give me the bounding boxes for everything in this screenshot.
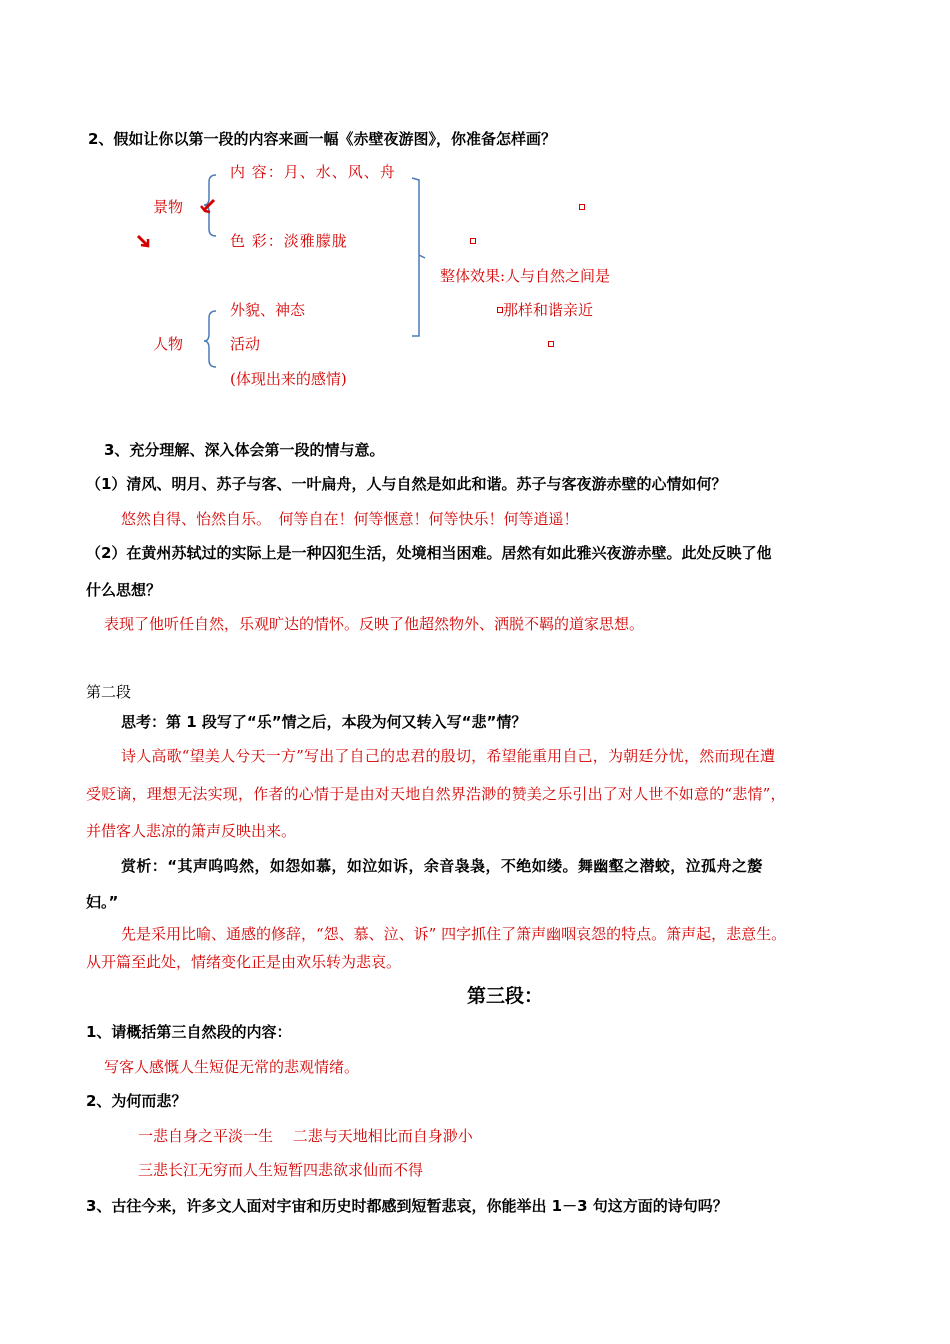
diagram-effect-line1: 整体效果:人与自然之间是 — [440, 267, 611, 285]
para2-think-ans-line2: 受贬谪，理想无法实现，作者的心情于是由对天地自然界浩渺的赞美之乐引出了对人世不如意的“悲情”， — [86, 785, 786, 803]
red-arrow-icon — [201, 200, 214, 212]
diagram-person-activity: 活动 — [230, 335, 261, 353]
para2-think: 思考：第 1 段写了“乐”情之后，本段为何又转入写“悲”情？ — [121, 713, 527, 731]
para2-appreciate-ans-line2: 从开篇至此处，情绪变化正是由欢乐转为悲哀。 — [86, 953, 402, 971]
para3-heading: 第三段： — [467, 985, 544, 1007]
effect-bracket-tip — [419, 255, 425, 258]
para3-q3: 3、古往今来，许多文人面对宇宙和历史时都感到短暂悲哀，你能举出 1－3 句这方面的诗句吗？ — [86, 1197, 728, 1215]
diagram-person-appearance: 外貌、神态 — [230, 301, 306, 319]
effect-bracket — [412, 178, 419, 336]
q3-sub1: （1）清风、明月、苏子与客、一叶扁舟，人与自然是如此和谐。苏子与客夜游赤壁的心情如何？ — [86, 475, 727, 493]
diagram-scenery-label: 景物 — [153, 198, 184, 216]
diagram-scenery-color: 色 彩：淡雅朦胧 — [230, 232, 348, 250]
diagram-person-emotion: (体现出来的感情) — [230, 370, 347, 388]
q2-question: 2、假如让你以第一段的内容来画一幅《赤壁夜游图》，你准备怎样画？ — [88, 130, 556, 148]
q3-sub2-line2: 什么思想？ — [86, 581, 162, 599]
para2-appreciate-line2: 妇。” — [86, 893, 119, 911]
diagram-person-label: 人物 — [153, 335, 184, 353]
para2-appreciate-ans-line1: 先是采用比喻、通感的修辞，“怨、慕、泣、诉” 四字抓住了箫声幽咽哀怨的特点。箫声起，悲意生。 — [121, 925, 787, 943]
diagram-scenery-content: 内 容：月、水、风、舟 — [230, 163, 396, 181]
red-arrow-icon — [138, 236, 148, 246]
para3-a2-line1: 一悲自身之平淡一生 二悲与天地相比而自身渺小 — [138, 1127, 473, 1145]
para3-a1: 写客人感慨人生短促无常的悲观情绪。 — [104, 1058, 360, 1076]
para2-think-ans-line1: 诗人高歌“望美人兮天一方”写出了自己的忠君的殷切，希望能重用自己，为朝廷分忧，然而现在遭 — [121, 747, 776, 765]
q3-ans2: 表现了他听任自然，乐观旷达的情怀。反映了他超然物外、洒脱不羁的道家思想。 — [104, 615, 645, 633]
para3-q2: 2、为何而悲？ — [86, 1092, 187, 1110]
para3-q1: 1、请概括第三自然段的内容： — [86, 1023, 292, 1041]
para2-think-ans-line3: 并借客人悲凉的箫声反映出来。 — [86, 822, 297, 840]
para2-heading: 第二段 — [86, 683, 132, 701]
para3-a2-line2: 三悲长江无穷而人生短暂四悲欲求仙而不得 — [138, 1161, 424, 1179]
q3-ans1: 悠然自得、怡然自乐。 何等自在！何等惬意！何等快乐！何等逍遥！ — [121, 510, 579, 528]
diagram-effect-line2: 那样和谐亲近 — [503, 301, 594, 319]
person-bracket — [204, 311, 216, 367]
para2-appreciate-line1: 赏析：“其声呜呜然，如怨如慕，如泣如诉，余音袅袅，不绝如缕。舞幽壑之潜蛟，泣孤舟之嫠 — [121, 857, 763, 875]
q3-question: 3、充分理解、深入体会第一段的情与意。 — [104, 441, 385, 459]
q3-sub2-line1: （2）在黄州苏轼过的实际上是一种囚犯生活，处境相当困难。居然有如此雅兴夜游赤壁。此处反映了他 — [86, 544, 772, 562]
